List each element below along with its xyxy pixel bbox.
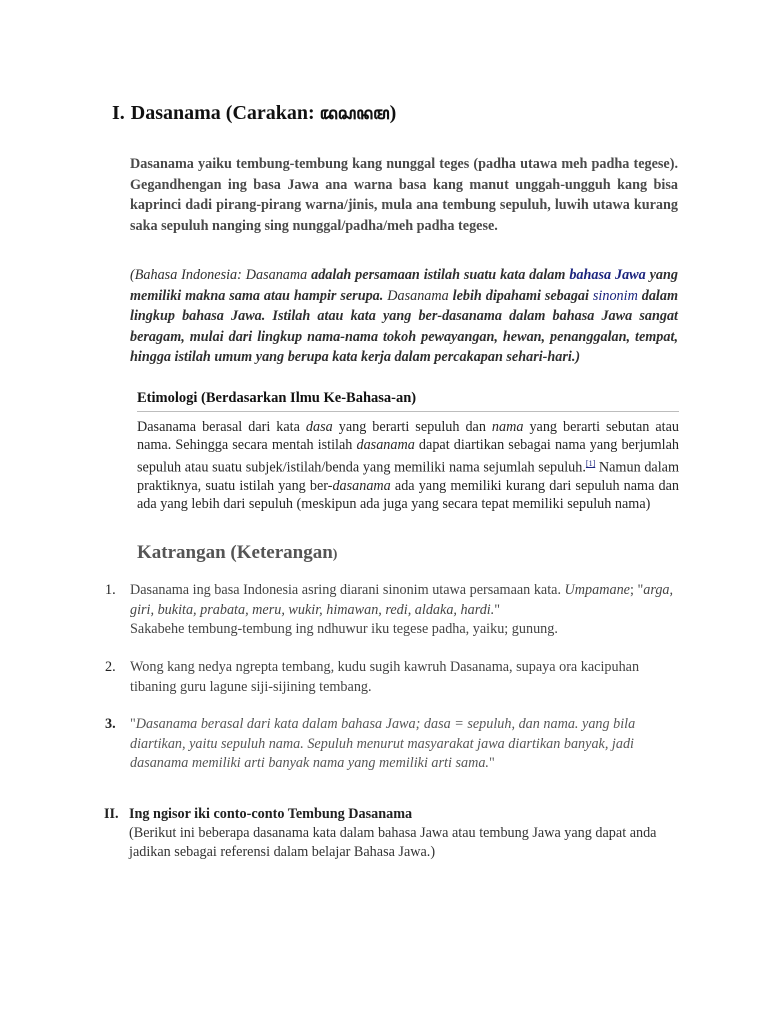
section-title: Dasanama (Carakan: xyxy=(130,102,320,124)
list-item: 1. Dasanama ing basa Indonesia asring diarani sinonim utawa persamaan kata. Umpamane; "arga, giri, bukita, prabata, meru, wukir, himawan, redi, aldaka, hardi." Sakabehe tembung-tembung ing ndhuwur iku tegese padha, yaiku; gunung. xyxy=(105,582,674,637)
section-two-description: (Berikut ini beberapa dasanama kata dalam bahasa Jawa atau tembung Jawa yang dapat anda jadikan sebagai referensi dalam belajar Bahasa Jawa.) xyxy=(129,825,657,860)
katrangan-heading: Katrangan (Keterangan) xyxy=(137,542,338,563)
etymology-title: Etimologi (Berdasarkan Ilmu Ke-Bahasa-an) xyxy=(137,390,679,412)
list-item: 2. Wong kang nedya ngrepta tembang, kudu sugih kawruh Dasanama, supaya ora kacipuhan tibaning guru lagune siji-sijining tembang. xyxy=(105,659,640,695)
etymology-paragraph: Dasanama berasal dari kata dasa yang berarti sepuluh dan nama yang berarti sebutan atau nama. Sehingga secara mentah istilah dasanama dapat diartikan sebagai nama yang berjumlah sepuluh atau suatu subjek/istilah/benda yang memiliki nama sejumlah sepuluh.[1] Namun dalam praktiknya, suatu istilah yang ber-dasanama ada yang memiliki kurang dari sepuluh nama dan ada yang lebih dari sepuluh (meskipun ada juga yang secara tepat memiliki sepuluh nama) xyxy=(137,419,679,513)
section-two-number: II. xyxy=(104,806,119,822)
intro-indonesian-paragraph: (Bahasa Indonesia: Dasanama adalah persamaan istilah suatu kata dalam bahasa Jawa yang memiliki makna sama atau hampir serupa. Dasanama lebih dipahami sebagai sinonim dalam lingkup bahasa Jawa. Istilah atau kata yang ber-dasanama dalam bahasa Jawa sangat beragam, mulai dari lingkup nama-nama tokoh pewayangan, hewan, penanggalan, tempat, hingga istilah umum yang berupa kata kerja dalam percakapan sehari-hari.) xyxy=(130,267,679,365)
intro-javanese-paragraph: Dasanama yaiku tembung-tembung kang nunggal teges (padha utawa meh padha tegese). Gegandhengan ing basa Jawa ana warna basa kang manut unggah-ungguh kang bisa kaprinci dadi pirang-pirang warna/jinis, mula ana tembung sepuluh, luwih utawa kurang saka sepuluh nanging sing nunggal/padha/meh padha tegese. xyxy=(130,156,678,234)
section-heading: I. Dasanama (Carakan: ꦢꦱꦤꦩ) xyxy=(112,102,397,124)
javanese-script: ꦢꦱꦤꦩ xyxy=(319,104,390,124)
list-item: 3. "Dasanama berasal dari kata dalam bahasa Jawa; dasa = sepuluh, dan nama. yang bila diartikan, yaitu sepuluh nama. Sepuluh menurut masyarakat jawa diartikan banyak, jadi dasanama memiliki arti banyak nama yang memiliki arti sama." xyxy=(105,716,636,771)
section-two-title: Ing ngisor iki conto-conto Tembung Dasanama xyxy=(129,806,413,822)
bahasa-jawa-link[interactable]: bahasa Jawa xyxy=(569,267,646,283)
sinonim-link[interactable]: sinonim xyxy=(592,287,638,304)
reference-link[interactable]: [1] xyxy=(585,458,596,468)
section-number: I. xyxy=(112,102,125,124)
